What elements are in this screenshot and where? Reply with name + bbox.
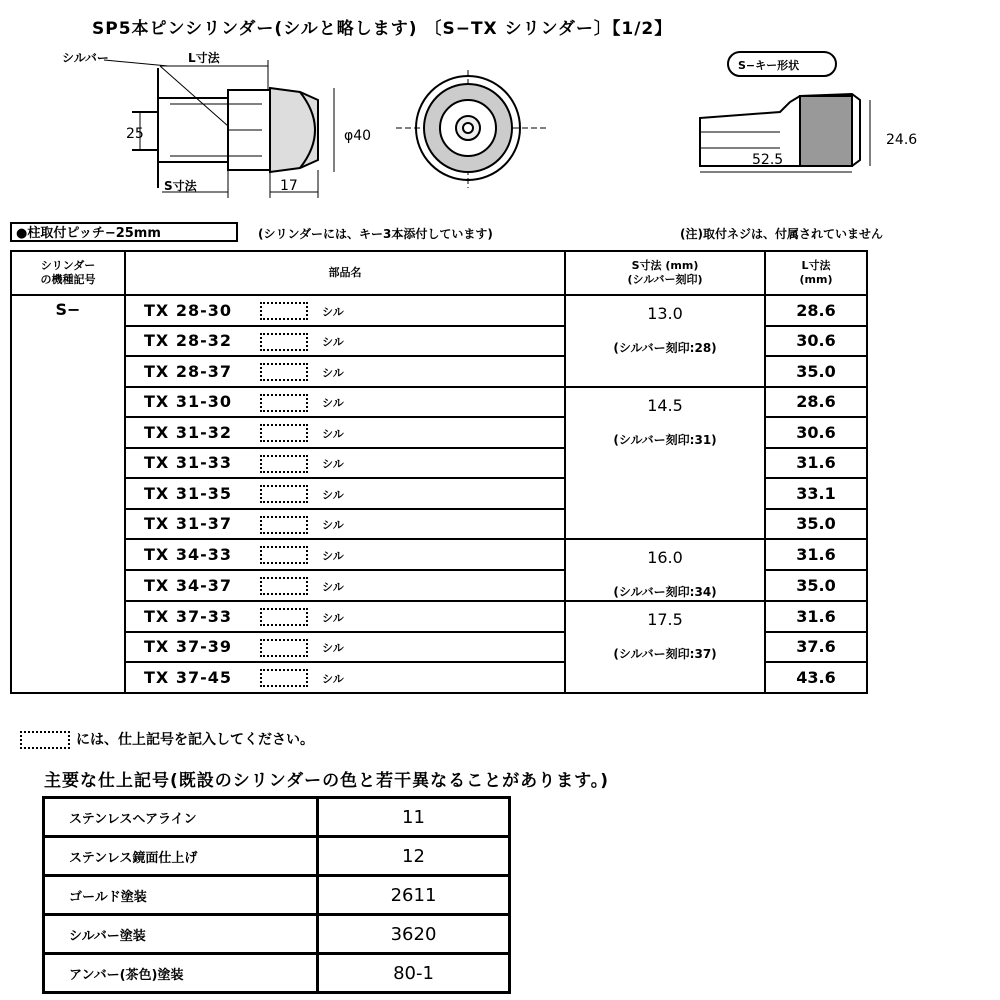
dim-24-6-label: 24.6 [886,132,918,148]
table-row [11,295,867,326]
dim-25-label: 25 [126,126,144,142]
screws-note: (注)取付ネジは、付属されていません [680,227,883,241]
l-dim-cell: 28.6 [765,295,867,326]
l-dim-cell: 37.6 [765,632,867,663]
l-dim-cell: 33.1 [765,478,867,509]
finish-name: シルバー塗装 [44,915,318,954]
finish-code-input[interactable] [260,639,308,657]
finish-name: ゴールド塗装 [44,876,318,915]
finish-row [44,915,510,954]
part-name-cell: TX 31-32 シル [125,417,565,448]
part-name-cell: TX 34-37 シル [125,570,565,601]
part-name-cell: TX 37-39 シル [125,632,565,663]
part-name-cell: TX 31-33 シル [125,448,565,479]
finish-code-input[interactable] [260,608,308,626]
finish-code-input[interactable] [260,669,308,687]
finish-code: 3620 [318,915,510,954]
l-dim-label: L寸法 [188,51,220,65]
s-dim-label: S寸法 [164,179,197,193]
header-model-code: シリンダー の機種記号 [11,251,125,295]
finish-name: ステンレスヘアライン [44,798,318,837]
header-s-dim: S寸法 (mm) (シルバー刻印) [565,251,765,295]
part-name-cell: TX 31-37 シル [125,509,565,540]
finish-code-input[interactable] [260,302,308,320]
l-dim-cell: 30.6 [765,417,867,448]
finish-name: アンバー(茶色)塗装 [44,954,318,993]
finish-code-input[interactable] [260,424,308,442]
part-name-cell: TX 28-30 シル [125,295,565,326]
finish-code-input[interactable] [260,363,308,381]
finish-code: 11 [318,798,510,837]
s-dim-group: 16.0 (シルバー刻印:34) [565,539,765,601]
part-name-cell: TX 28-32 シル [125,326,565,357]
phi40-label: φ40 [344,128,372,144]
finish-code-input[interactable] [260,516,308,534]
header-part-name: 部品名 [125,251,565,295]
table-row [11,387,867,418]
dim-52-5-label: 52.5 [752,152,784,168]
l-dim-cell: 31.6 [765,601,867,632]
finish-code: 80-1 [318,954,510,993]
part-name-cell: TX 28-37 シル [125,356,565,387]
finish-row [44,798,510,837]
part-name-cell: TX 31-35 シル [125,478,565,509]
finish-code-sample-box [20,731,70,749]
finish-code-input[interactable] [260,485,308,503]
finish-row [44,954,510,993]
l-dim-cell: 31.6 [765,448,867,479]
part-name-cell: TX 37-33 シル [125,601,565,632]
s-dim-group: 14.5 (シルバー刻印:31) [565,387,765,540]
pitch-note: ●柱取付ピッチ−25mm [10,222,238,242]
key-shape-label: S−キー形状 [738,59,800,72]
finish-code-input[interactable] [260,394,308,412]
table-row [11,539,867,570]
silver-label: シルバー [62,51,109,65]
finish-code-input[interactable] [260,546,308,564]
cylinder-drawing [0,40,1000,218]
table-row [11,601,867,632]
fill-in-note: には、仕上記号を記入してください。 [20,729,314,749]
dim-17-label: 17 [280,178,298,194]
keys-note: (シリンダーには、キー3本添付しています) [258,227,493,241]
part-name-cell: TX 37-45 シル [125,662,565,693]
l-dim-cell: 31.6 [765,539,867,570]
s-dim-group: 13.0 (シルバー刻印:28) [565,295,765,387]
l-dim-cell: 35.0 [765,356,867,387]
finish-row [44,876,510,915]
finish-code: 12 [318,837,510,876]
finish-code-input[interactable] [260,333,308,351]
l-dim-cell: 35.0 [765,570,867,601]
l-dim-cell: 35.0 [765,509,867,540]
l-dim-cell: 28.6 [765,387,867,418]
l-dim-cell: 43.6 [765,662,867,693]
cylinder-table [10,250,868,694]
finish-codes-table [42,796,511,994]
finish-code: 2611 [318,876,510,915]
header-l-dim: L寸法 (mm) [765,251,867,295]
finish-code-input[interactable] [260,577,308,595]
finish-codes-title: 主要な仕上記号(既設のシリンダーの色と若干異なることがあります。) [44,771,609,791]
cylinder-body [158,98,228,162]
part-name-cell: TX 34-33 シル [125,539,565,570]
finish-row [44,837,510,876]
part-name-cell: TX 31-30 シル [125,387,565,418]
finish-name: ステンレス鏡面仕上げ [44,837,318,876]
finish-code-input[interactable] [260,455,308,473]
s-dim-group: 17.5 (シルバー刻印:37) [565,601,765,693]
l-dim-cell: 30.6 [765,326,867,357]
page-title: SP5本ピンシリンダー(シルと略します) 〔S−TX シリンダー〕【1/2】 [92,19,673,39]
model-code: S− [11,295,125,693]
